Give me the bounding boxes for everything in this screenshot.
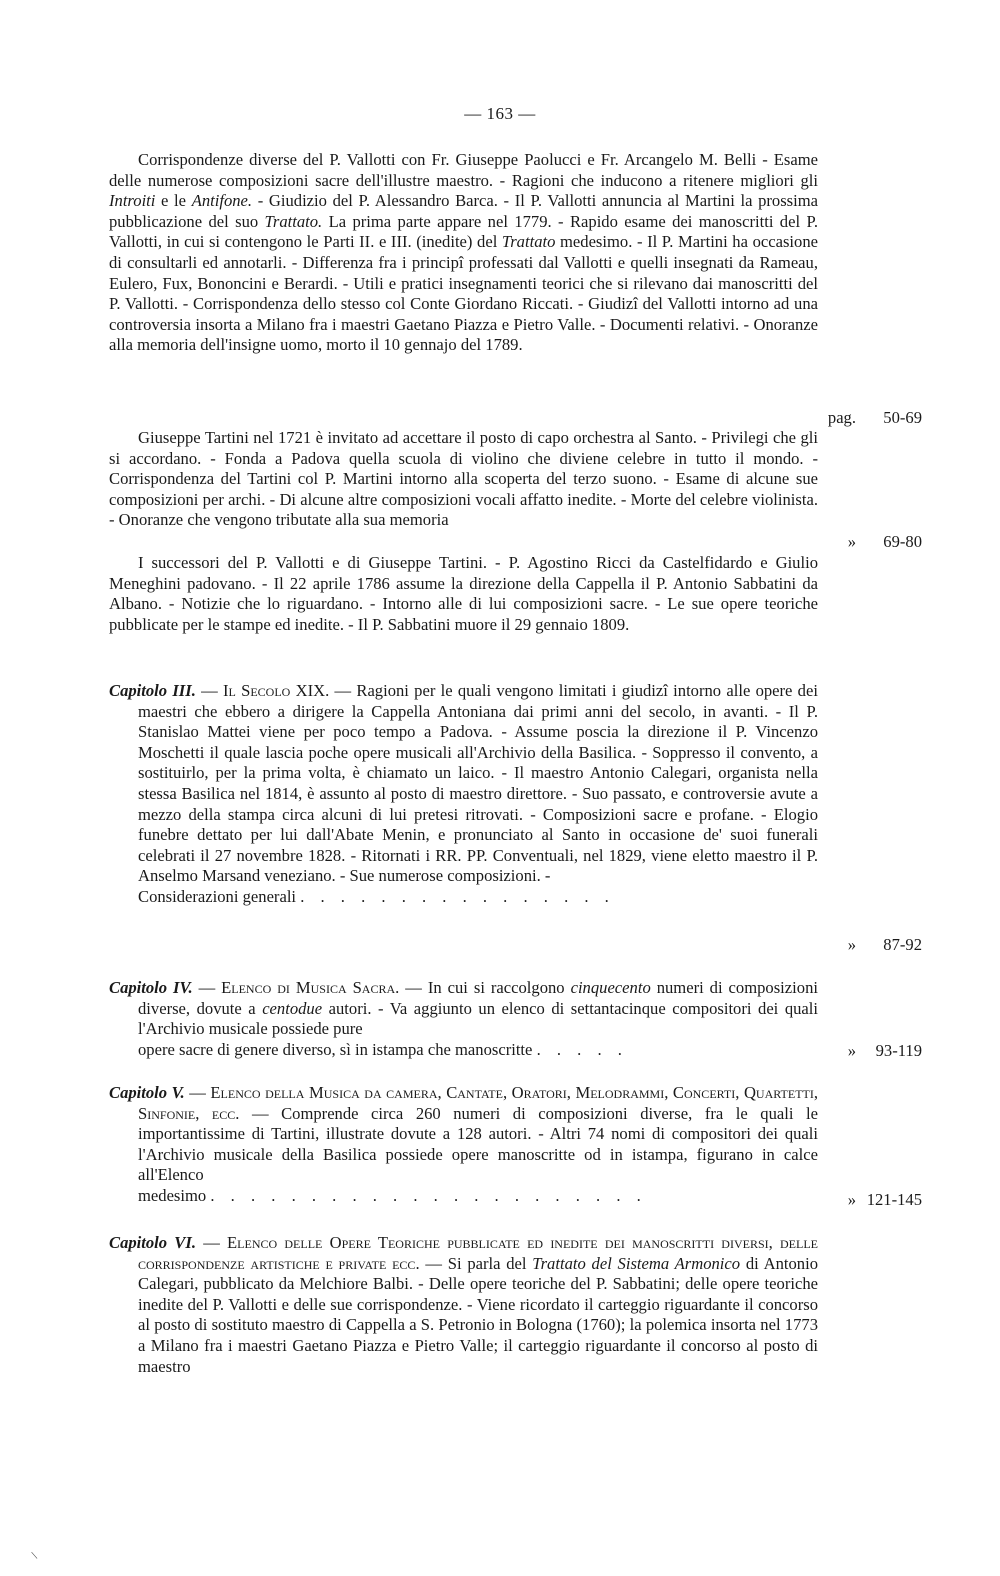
page-reference xyxy=(820,1041,922,1062)
chapter-v xyxy=(109,1083,818,1207)
chapter-summary: Ragioni per le quali vengono limitati i giudizî intorno alle opere dei maestri che ebbero a dirigere la Cappella Antoniana dai primi anni del secolo, in avanti. - Il P. Stanislao Mattei viene per poco tempo a Padova. - Assume poscia la direzione il P. Vincenzo Moschetti il quale lascia poche opere musicali all'Archivio della Basilica. - Soppresso il convento, a sostituirlo, per la prima volta, è chiamato un laico. - Il maestro Antonio Calegari, organista nella stessa Basilica nel 1814, è assunto al posto di maestro direttore. - Suo passato, e controversie avute a mezzo della stampa circa alcuni di lui pretesi ritrovati. - Composizioni sacre e profane. - Elogio funebre dettato per lui dall'Abate Menin, e pronunciato al Santo in occasione de' suoi funerali celebrati il 27 novembre 1828. - Ritornati i RR. PP. Conventuali, nel 1829, viene eletto maestro il P. Anselmo Marsand veneziano. - Sue numerose composizioni. - xyxy=(138,681,818,886)
page-range: 93-119 xyxy=(875,1041,922,1060)
page-range: 87-92 xyxy=(883,935,922,954)
page-prefix: » xyxy=(847,935,856,954)
page-reference xyxy=(820,1190,922,1211)
chapter-heading: — Elenco di Musica Sacra. — xyxy=(198,978,422,997)
chapter-heading: — Elenco della Musica da camera, Cantate, Oratori, Melodrammi, Concerti, Quartetti, Sinfonie, ecc. — xyxy=(138,1083,819,1123)
chapter-summary: Si parla del xyxy=(447,1253,533,1273)
leader-dots: . . . . . xyxy=(536,1039,628,1059)
chapter-summary-last-line: Considerazioni generali xyxy=(138,886,297,906)
chapter-summary: numeri di composizioni diverse, dovute a xyxy=(138,978,818,1018)
page-range: 69-80 xyxy=(883,532,922,551)
page-range: 50-69 xyxy=(883,408,922,427)
paragraph-text: e le xyxy=(155,191,192,211)
leader-dots: . . . . . . . . . . . . . . . . xyxy=(300,886,615,906)
italic-title: Introiti xyxy=(109,191,156,211)
page-prefix: » xyxy=(847,1190,856,1209)
paragraph-text: Corrispondenze diverse del P. Vallotti con Fr. Giuseppe Paolucci e Fr. Arcangelo M. Belli - Esame delle numerose composizioni sacre dell'illustre maestro. - Ragioni che inducono a ritenere migliori gli xyxy=(109,150,818,190)
page-prefix: » xyxy=(847,1041,856,1060)
paragraph-tartini xyxy=(109,428,818,531)
chapter-summary: Comprende circa 260 numeri di composizioni diverse, fra le quali le importantissime di Tartini, illustrate dovute a 128 autori. - Altri 74 nomi di compositori dei quali l'Archivio musicale della Basilica possiede opere manoscritte od in istampa, figurano in calce all'Elenco xyxy=(138,1103,818,1185)
page-prefix: pag. xyxy=(827,408,856,427)
chapter-label: Capitolo III. xyxy=(109,681,196,700)
page-number: — 163 — xyxy=(464,104,536,123)
chapter-summary-last-line: medesimo xyxy=(138,1185,207,1205)
chapter-summary: In cui si raccolgono xyxy=(427,978,571,997)
paragraph-text: medesimo. - Il P. Martini ha occasione di consultarli ed annotarli. - Differenza fra i principî professati dal Vallotti e quelli insegnati da Rameau, Eulero, Fux, Bononcini e Berardi. - Utili e pratici insegnamenti teorici che si rilevano dai manoscritti del P. Vallotti. - Corrispondenza dello stesso col Conte Giordano Riccati. - Giudizî del Vallotti intorno ad una controversia insorta a Milano fra i maestri Gaetano Piazza e Pietro Valle. - Documenti relativi. - Onoranze alla memoria dell'insigne uomo, morto il 10 gennajo del 1789. xyxy=(109,232,818,355)
paragraph-text: - Giudizio del P. Alessandro Barca. - Il P. Vallotti annuncia al Martini la prossima pubblicazione del suo xyxy=(109,191,818,231)
paragraph-text: Giuseppe Tartini nel 1721 è invitato ad accettare il posto di capo orchestra al Santo. - Privilegi che gli si accordano. - Fonda a Padova quella scuola di violino che diviene celebre in tutto il mondo. - Corrispondenza del Tartini col P. Martini intorno alla scoperta del terzo suono. - Esame di alcune sue composizioni per archi. - Di alcune altre composizioni vocali affatto inedite. - Morte del celebre violinista. - Onoranze che vengono tributate alla sua memoria xyxy=(109,428,818,530)
page-range: 121-145 xyxy=(866,1190,922,1209)
stray-pen-mark: / xyxy=(27,1550,42,1561)
chapter-label: Capitolo VI. xyxy=(109,1233,196,1252)
chapter-summary-last-line: opere sacre di genere diverso, sì in istampa che manoscritte xyxy=(138,1039,533,1059)
page-reference xyxy=(820,408,922,429)
italic-title: Trattato del Sistema Armonico xyxy=(532,1253,741,1273)
paragraph-text: La prima parte appare nel 1779. - Rapido esame dei manoscritti del P. Vallotti, in cui si contengono le Parti II. e III. (inedite) del xyxy=(109,211,819,252)
page-prefix: » xyxy=(847,532,856,551)
italic-title: Antifone. xyxy=(191,191,253,211)
leader-dots: . . . . . . . . . . . . . . . . . . . . . . xyxy=(210,1185,647,1205)
italic-term: cinquecento xyxy=(570,978,651,997)
italic-title: Trattato xyxy=(501,232,556,252)
chapter-iv xyxy=(109,978,818,1060)
chapter-summary: autori. - Va aggiunto un elenco di settantacinque compositori dei quali l'Archivio musicale possiede pure xyxy=(138,998,818,1039)
chapter-summary: di Antonio Calegari, pubblicato da Melchiore Balbi. - Delle opere teoriche del P. Sabbatini; delle opere teoriche inedite del P. Vallotti e delle sue corrispondenze. - Viene ricordato il carteggio riguardante il concorso al posto di sostituto maestro di Cappella a S. Petronio in Bologna (1760); la polemica insorta nel 1773 a Milano fra i maestri Gaetano Piazza e Pietro Valle; il carteggio riguardante il concorso al posto di maestro xyxy=(138,1253,818,1376)
page-reference xyxy=(820,532,922,553)
chapter-label: Capitolo V. xyxy=(109,1083,185,1102)
italic-title: Trattato. xyxy=(264,211,323,231)
chapter-iii xyxy=(109,681,818,908)
paragraph-text: I successori del P. Vallotti e di Giuseppe Tartini. - P. Agostino Ricci da Castelfidardo e Giulio Meneghini padovano. - Il 22 aprile 1786 assume la direzione della Cappella il P. Antonio Sabbatini da Albano. - Notizie che lo riguardano. - Intorno alle di lui composizioni sacre. - Le sue opere teoriche pubblicate per le stampe ed inedite. - Il P. Sabbatini muore il 29 gennaio 1809. xyxy=(109,553,818,634)
paragraph-successors xyxy=(109,553,818,635)
paragraph-vallotti xyxy=(109,150,818,356)
chapter-heading: — Il Secolo XIX. — xyxy=(201,681,352,700)
page-reference xyxy=(820,935,922,956)
chapter-label: Capitolo IV. xyxy=(109,978,193,997)
italic-term: centodue xyxy=(262,998,323,1018)
chapter-vi xyxy=(109,1233,818,1377)
chapter-heading: — Elenco delle Opere Teoriche pubblicate ed inedite dei manoscritti diversi, delle corrispondenze artistiche e private ecc. — xyxy=(138,1233,818,1273)
